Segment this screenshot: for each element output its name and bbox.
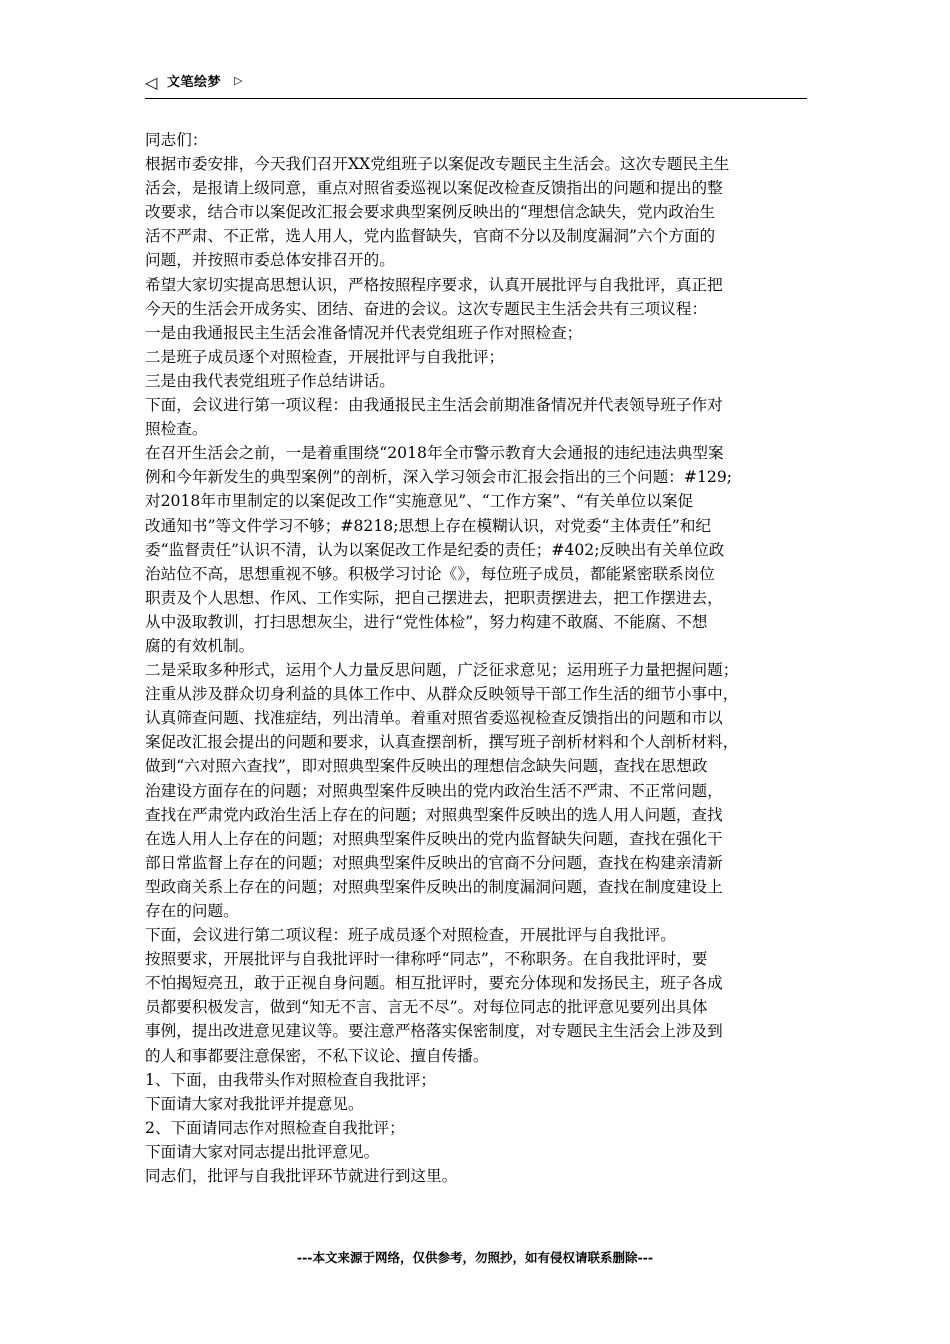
document-body (145, 128, 811, 1212)
body-line: 希望大家切实提高思想认识，严格按照程序要求，认真开展批评与自我批评，真正把 (145, 275, 723, 294)
body-line: 在召开生活会之前，一是着重围绕“2018年全市警示教育大会通报的违纪违法典型案 (145, 444, 724, 463)
body-line: 例和今年新发生的典型案例”的剖析，深入学习领会市汇报会指出的三个问题：#129; (145, 468, 733, 487)
body-line: 对2018年市里制定的以案促改工作“实施意见”、“工作方案”、“有关单位以案促 (145, 492, 694, 511)
body-line: 型政商关系上存在的问题；对照典型案件反映出的制度漏洞问题，查找在制度建设上 (145, 877, 723, 896)
body-line: 查找在严肃党内政治生活上存在的问题；对照典型案件反映出的选人用人问题，查找 (145, 805, 723, 824)
body-line: 一是由我通报民主生活会准备情况并代表党组班子作对照检查； (145, 323, 583, 342)
body-line: 下面，会议进行第一项议程：由我通报民主生活会前期准备情况并代表领导班子作对 (145, 396, 723, 415)
body-line: 按照要求，开展批评与自我批评时一律称呼“同志”，不称职务。在自我批评时，要 (145, 950, 708, 969)
body-line: 问题，并按照市委总体安排召开的。 (145, 251, 395, 270)
body-line: 治站位不高，思想重视不够。积极学习讨论《》，每位班子成员，都能紧密联系岗位 (145, 564, 715, 583)
body-line: 不怕揭短亮丑，敢于正视自身问题。相互批评时，要充分体现和发扬民主，班子各成 (145, 974, 723, 993)
body-line: 从中汲取教训，打扫思想灰尘，进行“党性体检”，努力构建不敢腐、不能腐、不想 (145, 612, 708, 631)
body-line: 委“监督责任”认识不清，认为以案促改工作是纪委的责任；#402;反映出有关单位政 (145, 540, 725, 559)
body-line: 员都要积极发言，做到“知无不言、言无不尽”。对每位同志的批评意见要列出具体 (145, 998, 708, 1017)
body-line: 治建设方面存在的问题；对照典型案件反映出的党内政治生活不严肃、不正常问题， (145, 781, 723, 800)
body-line: 下面请大家对我批评并提意见。 (145, 1094, 364, 1113)
header-title: 文笔绘梦 (167, 75, 222, 90)
body-line: 认真筛查问题、找准症结，列出清单。着重对照省委巡视检查反馈指出的问题和市以 (145, 709, 723, 728)
body-line: 根据市委安排，今天我们召开XX党组班子以案促改专题民主生活会。这次专题民主生 (145, 155, 730, 174)
body-line: 职责及个人思想、作风、工作实际，把自己摆进去，把职责摆进去，把工作摆进去， (145, 588, 723, 607)
body-line: 下面请大家对同志提出批评意见。 (145, 1142, 380, 1161)
body-line: 二是班子成员逐个对照检查，开展批评与自我批评； (145, 347, 505, 366)
body-line: 1、下面，由我带头作对照检查自我批评； (145, 1070, 436, 1089)
left-triangle-icon: ◁ (145, 73, 158, 92)
body-line: 下面，会议进行第二项议程：班子成员逐个对照检查，开展批评与自我批评。 (145, 926, 676, 945)
body-line: 做到“六对照六查找”，即对照典型案件反映出的理想信念缺失问题，查找在思想政 (145, 757, 708, 776)
body-line: 同志们，批评与自我批评环节就进行到这里。 (145, 1167, 458, 1186)
body-line: 改要求，结合市以案促改汇报会要求典型案例反映出的“理想信念缺失，党内政治生 (145, 203, 716, 222)
body-line: 案促改汇报会提出的问题和要求，认真查摆剖析，撰写班子剖析材料和个人剖析材料， (145, 733, 739, 752)
body-line: 腐的有效机制。 (145, 636, 255, 655)
body-line: 注重从涉及群众切身利益的具体工作中、从群众反映领导干部工作生活的细节小事中， (145, 685, 739, 704)
body-line: 活不严肃、不正常，选人用人，党内监督缺失，官商不分以及制度漏洞”六个方面的 (145, 227, 716, 246)
body-line: 事例，提出改进意见建议等。要注意严格落实保密制度，对专题民主生活会上涉及到 (145, 1022, 723, 1041)
body-line: 三是由我代表党组班子作总结讲话。 (145, 371, 395, 390)
body-line: 在选人用人上存在的问题；对照典型案件反映出的党内监督缺失问题，查找在强化干 (145, 829, 723, 848)
body-line: 照检查。 (145, 420, 208, 439)
body-line: 今天的生活会开成务实、团结、奋进的会议。这次专题民主生活会共有三项议程： (145, 299, 708, 318)
body-line: 活会，是报请上级同意，重点对照省委巡视以案促改检查反馈指出的问题和提出的整 (145, 179, 723, 198)
page-footer: ---本文来源于网络，仅供参考，勿照抄，如有侵权请联系删除--- (296, 1250, 654, 1265)
body-line: 二是采取多种形式，运用个人力量反思问题，广泛征求意见；运用班子力量把握问题； (145, 661, 739, 680)
body-line: 2、下面请同志作对照检查自我批评； (145, 1118, 405, 1137)
body-line: 改通知书”等文件学习不够；#8218;思想上存在模糊认识，对党委“主体责任”和纪 (145, 516, 712, 535)
body-line: 的人和事都要注意保密，不私下议论、擅自传播。 (145, 1046, 489, 1065)
body-line (145, 1188, 811, 1212)
page-header (145, 72, 807, 99)
body-line: 同志们： (145, 131, 208, 149)
body-line: 部日常监督上存在的问题；对照典型案件反映出的官商不分问题，查找在构建亲清新 (145, 853, 723, 872)
body-line: 存在的问题。 (145, 902, 239, 920)
right-triangle-icon: ▷ (234, 74, 243, 87)
